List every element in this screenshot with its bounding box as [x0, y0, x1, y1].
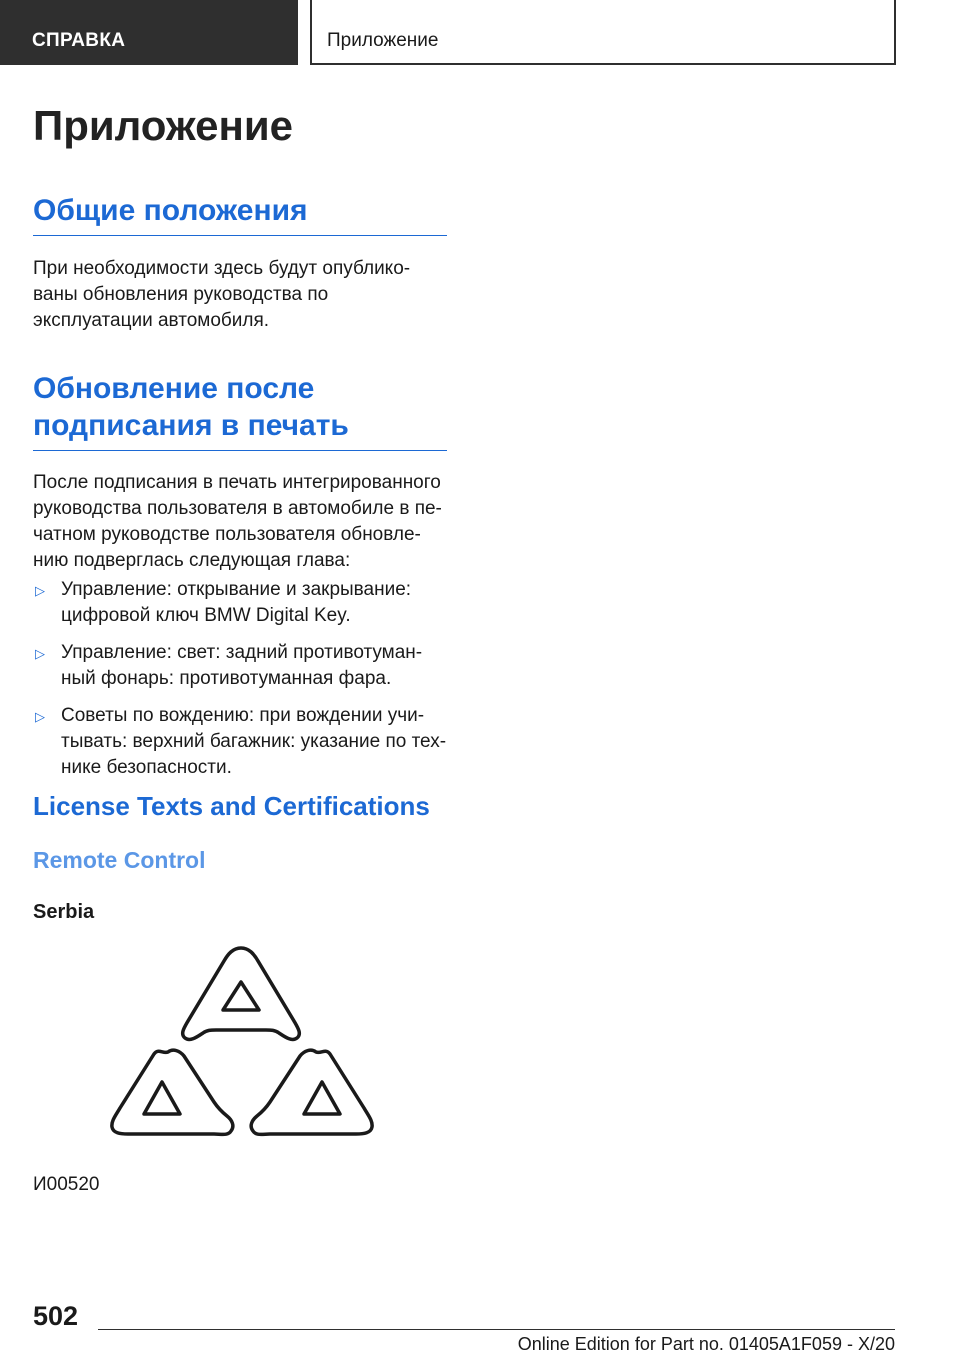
header-chapter-label: Приложение	[327, 30, 439, 51]
footer-edition-text: Online Edition for Part no. 01405A1F059 - X/20	[517, 1334, 895, 1354]
list-item	[33, 577, 453, 629]
header-chapter-tab	[310, 0, 896, 65]
updated-chapters-list	[33, 577, 453, 792]
list-item-text: Управление: открывание и закрывание: цифровой ключ BMW Digital Key.	[61, 579, 412, 626]
page-title: Приложение	[33, 102, 294, 149]
list-item-text: Советы по вождению: при вождении учи- тывать: верхний багажник: указание по тех- нике безопасности.	[61, 705, 447, 778]
list-item	[33, 640, 453, 692]
triangle-right-icon: ▷	[35, 709, 45, 724]
section-paragraph-update: После подписания в печать интегрированного руководства пользователя в автомобиле в пе- чатном руководстве пользователя обновле- нию подверглась следующая глава:	[33, 472, 442, 571]
section-heading-general: Общие положения	[33, 192, 447, 236]
section-heading-update: Обновление после подписания в печать	[33, 370, 447, 451]
license-heading: License Texts and Certifications	[33, 791, 430, 821]
triangle-right-icon: ▷	[35, 583, 45, 598]
footer-divider	[98, 1329, 895, 1330]
serbian-triangle-cert-icon	[108, 944, 376, 1154]
list-item-text: Управление: свет: задний противотуман- ный фонарь: противотуманная фара.	[61, 642, 423, 689]
page-number: 502	[33, 1301, 79, 1331]
country-heading: Serbia	[33, 901, 95, 923]
triangle-right-icon: ▷	[35, 646, 45, 661]
header-section-label: СПРАВКА	[32, 30, 126, 51]
header-section-tab	[0, 0, 298, 65]
remote-control-subheading: Remote Control	[33, 847, 206, 873]
image-id: И00520	[33, 1174, 100, 1195]
section-paragraph-general: При необходимости здесь будут опублико- ваны обновления руководства по эксплуатации автомобиля.	[33, 258, 411, 331]
list-item	[33, 703, 453, 781]
